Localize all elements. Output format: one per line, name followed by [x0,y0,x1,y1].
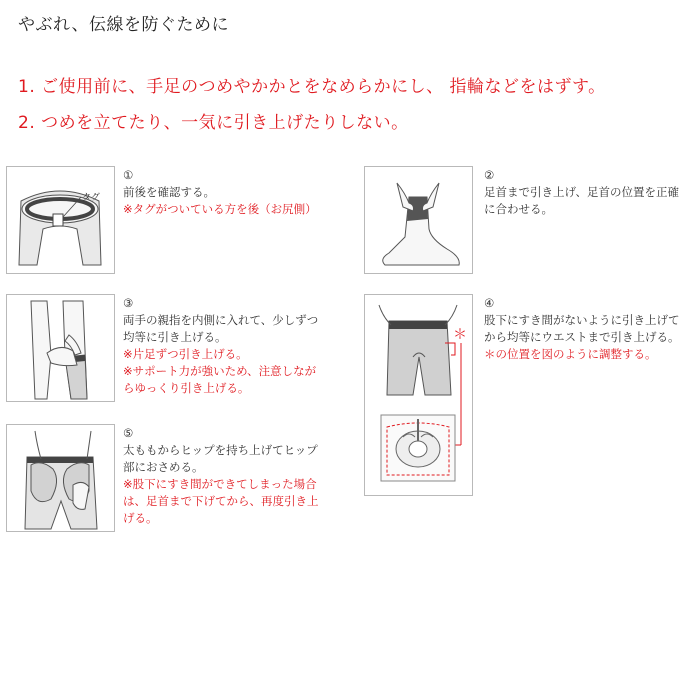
step-5-note-line: げる。 [123,511,158,525]
step-5-note-line: は、足首まで下げてから、再度引き上 [123,494,319,508]
step-1-note-line: ※タグがついている方を後（お尻側） [123,202,317,216]
step-1-number: ① [123,168,134,182]
waistband-tag-icon [7,167,114,273]
step-3-desc-line: 両手の親指を内側に入れて、少しずつ [123,313,319,327]
rule-1: 1. ご使用前に、手足のつめやかかとをなめらかにし、 指輪などをはずす。 [18,77,606,97]
step-3-note-line: らゆっくり引き上げる。 [123,381,250,395]
step-2-image [364,166,473,274]
step-2-text [484,167,699,218]
step-4-image [364,294,473,496]
step-2-desc-line: 足首まで引き上げ、足首の位置を正確 [484,185,680,199]
tag-label: タグ [82,193,101,203]
step-5-text [123,425,353,527]
ankle-fit-icon [365,167,472,273]
hip-lift-icon [7,425,114,531]
step-3-text [123,295,353,397]
step-5-image [6,424,115,532]
step-1-text [123,167,353,218]
step-2-desc-line: に合わせる。 [484,202,553,216]
step-4-text [484,295,699,363]
step-5-desc-line: 太ももからヒップを持ち上げてヒップ [123,443,318,457]
step-4-desc-line: 股下にすき間がないように引き上げて [484,313,680,327]
step-3-desc-line: 均等に引き上げる。 [123,330,227,344]
step-4-number: ④ [484,296,495,310]
step-1-image [6,166,115,274]
page-title: やぶれ、伝線を防ぐために [18,15,230,35]
step-3-number: ③ [123,296,134,310]
step-2-number: ② [484,168,495,182]
waist-adjust-icon [365,295,472,495]
step-3-note-line: ※サポート力が強いため、注意しなが [123,364,317,378]
step-4-desc-line: から均等にウエストまで引き上げる。 [484,330,680,344]
step-4-note-line: ＊の位置を図のように調整する。 [484,347,657,361]
step-5-desc-line: 部におさめる。 [123,460,204,474]
step-3-note-line: ※片足ずつ引き上げる。 [123,347,248,361]
step-1-desc-line: 前後を確認する。 [123,185,215,199]
rule-2: 2. つめを立てたり、一気に引き上げたりしない。 [18,113,409,133]
pull-up-legs-icon [7,295,114,401]
step-5-note-line: ※股下にすき間ができてしまった場合 [123,477,317,491]
step-5-number: ⑤ [123,426,134,440]
step-3-image [6,294,115,402]
asterisk-mark: ＊ [453,327,467,343]
